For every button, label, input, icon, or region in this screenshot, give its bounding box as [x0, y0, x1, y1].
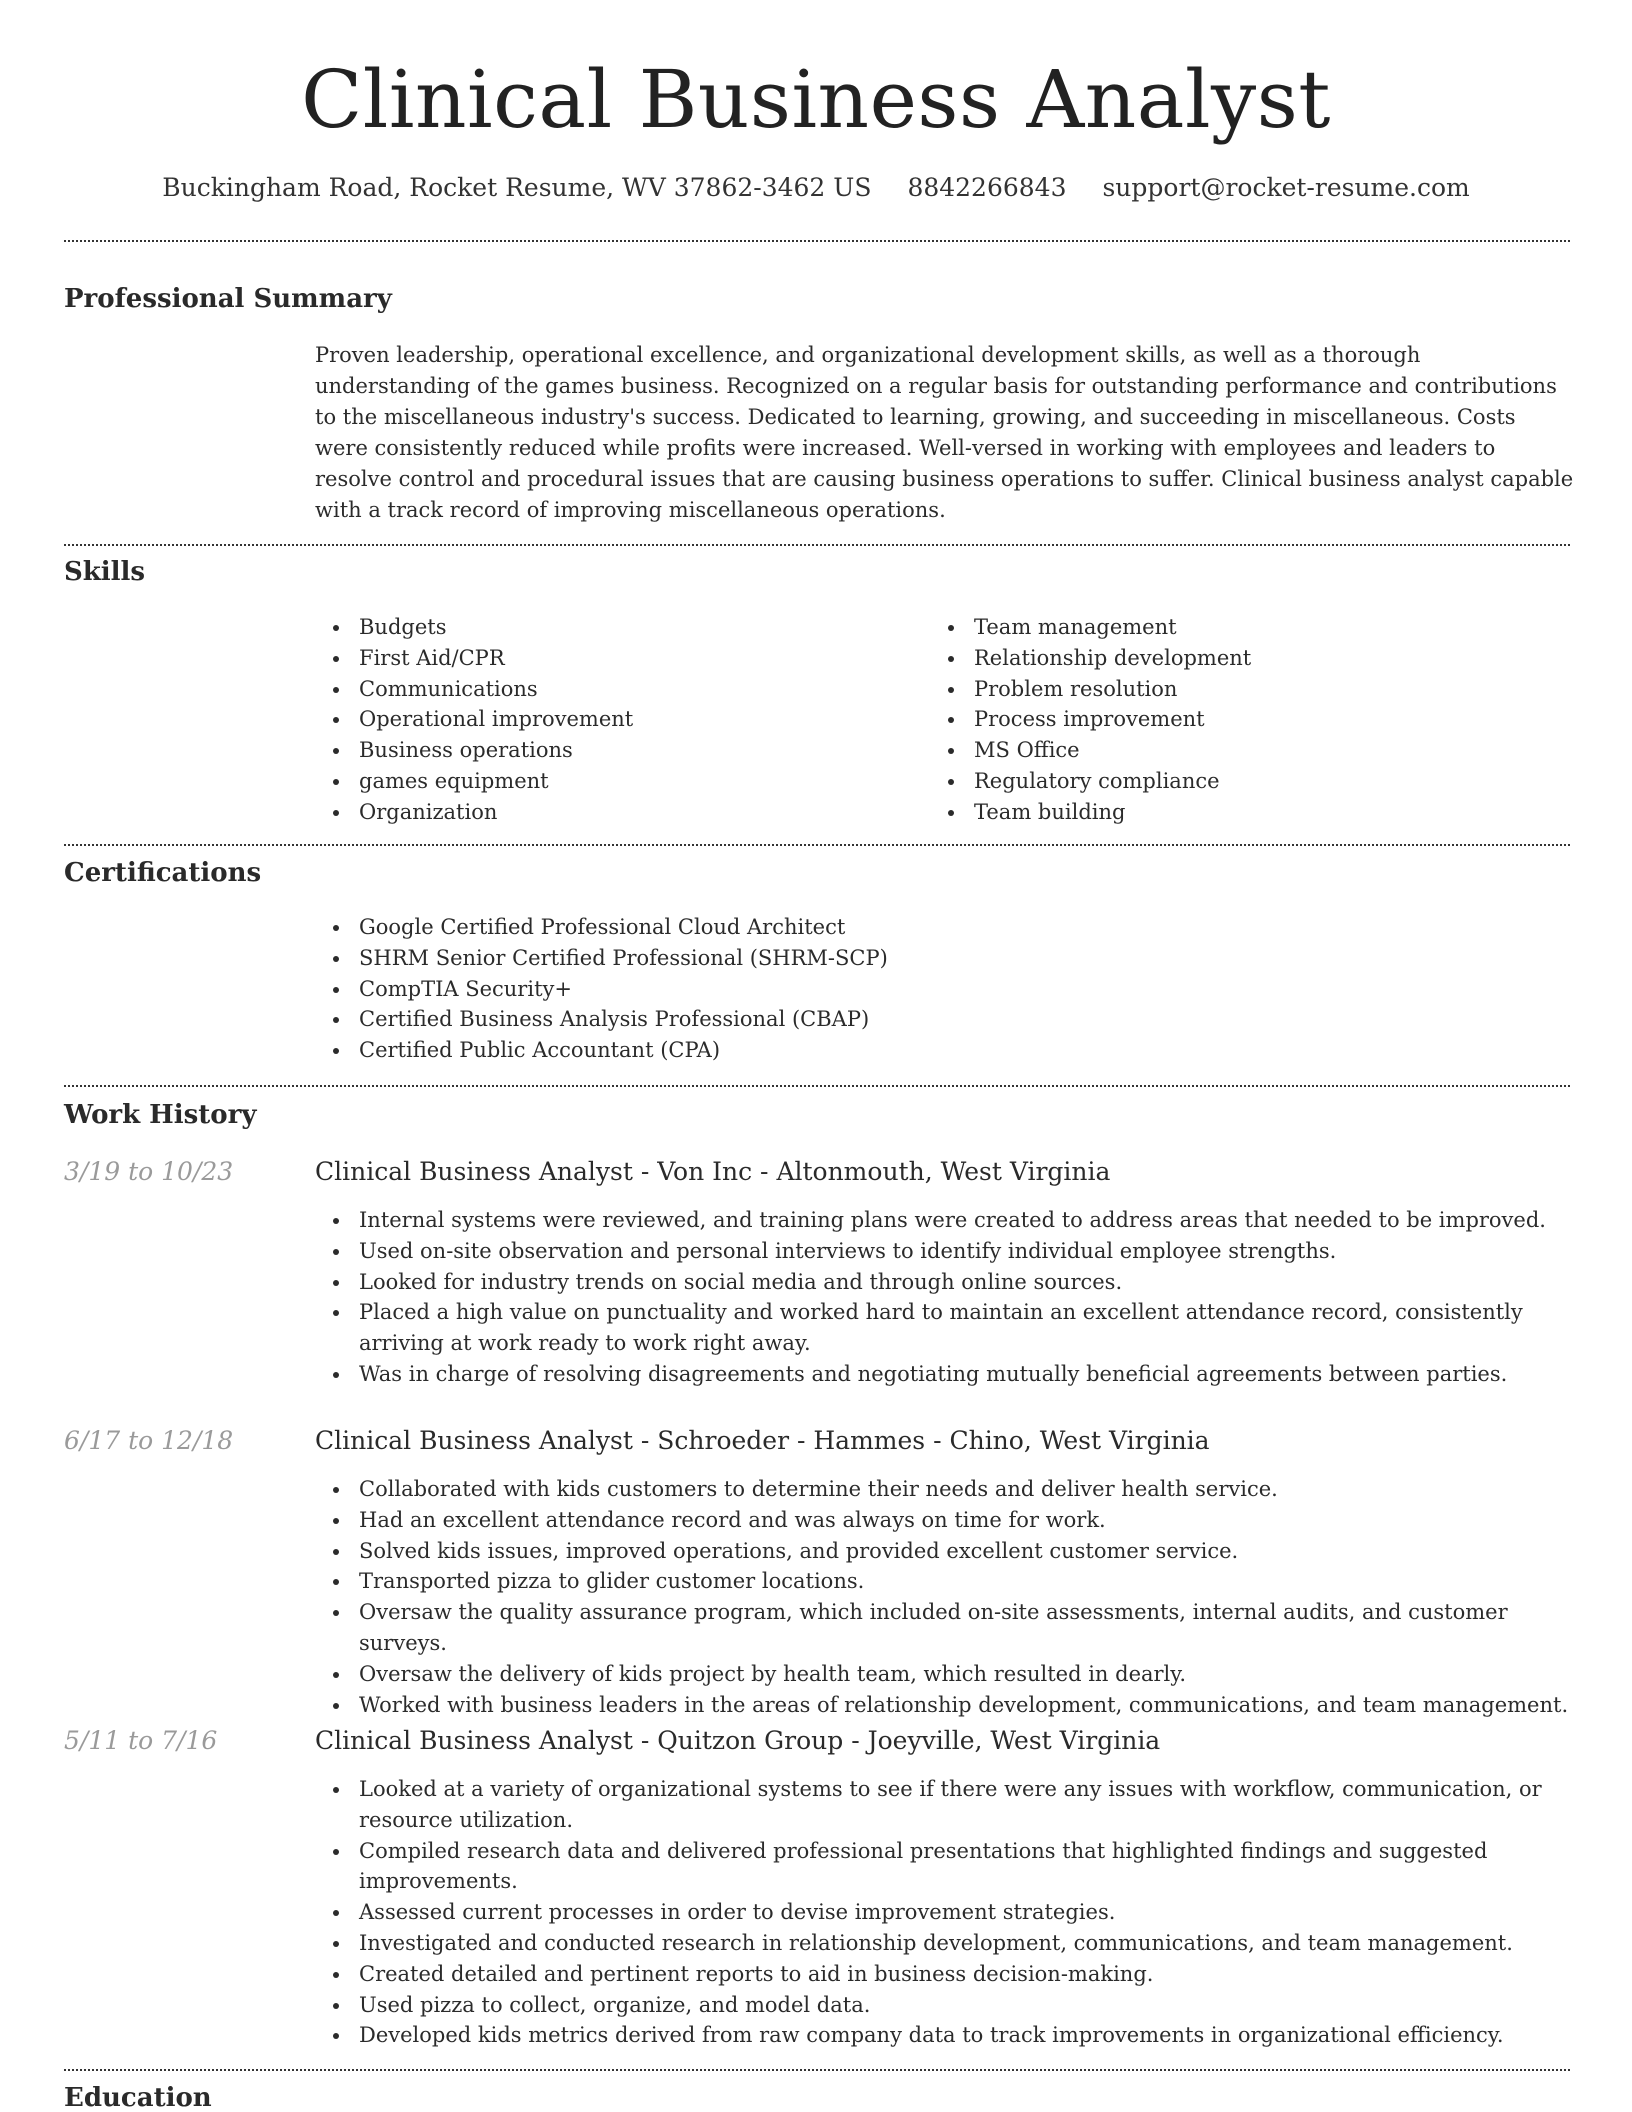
divider [64, 844, 1570, 846]
contact-phone: 8842266843 [907, 173, 1067, 202]
skills-list-right [930, 612, 1251, 828]
certification-item: Google Certified Professional Cloud Architect [315, 912, 888, 943]
skill-item: Process improvement [930, 704, 1251, 735]
skill-item: Regulatory compliance [930, 766, 1251, 797]
skill-item: Relationship development [930, 643, 1251, 674]
section-title-summary: Professional Summary [64, 284, 392, 314]
job-bullet: Placed a high value on punctuality and worked hard to maintain an excellent attendance record, consistently arriving at work ready to work right away. [315, 1297, 1577, 1359]
skill-item: Team building [930, 797, 1251, 828]
section-title-work-history: Work History [64, 1100, 257, 1130]
job-bullet: Oversaw the delivery of kids project by health team, which resulted in dearly. [315, 1659, 1577, 1690]
skill-item: Operational improvement [315, 704, 633, 735]
job-bullet: Solved kids issues, improved operations, and provided excellent customer service. [315, 1536, 1577, 1567]
job-title: Clinical Business Analyst - Quitzon Group - Joeyville, West Virginia [315, 1726, 1161, 1755]
skill-item: Communications [315, 674, 633, 705]
job-bullet: Compiled research data and delivered professional presentations that highlighted findings and suggested improvements. [315, 1836, 1577, 1898]
job-bullet: Collaborated with kids customers to determine their needs and deliver health service. [315, 1474, 1577, 1505]
contact-address: Buckingham Road, Rocket Resume, WV 37862-3462 US [162, 173, 872, 202]
certifications-list [315, 912, 888, 1066]
job-title: Clinical Business Analyst - Schroeder - Hammes - Chino, West Virginia [315, 1426, 1210, 1455]
contact-line [0, 170, 1632, 206]
job-bullet: Used on-site observation and personal interviews to identify individual employee strengths. [315, 1236, 1577, 1267]
skill-item: games equipment [315, 766, 633, 797]
job-date: 5/11 to 7/16 [64, 1726, 218, 1755]
job-bullet: Had an excellent attendance record and was always on time for work. [315, 1505, 1577, 1536]
skills-list-left [315, 612, 633, 828]
skill-item: MS Office [930, 735, 1251, 766]
summary-text: Proven leadership, operational excellence, and organizational development skills, as well as a thorough understanding of the games business. Recognized on a regular basis for outstanding performance and contributions to the miscellaneous industry's success. Dedicated to learning, growing, and succeeding in miscellaneous. Costs were consistently reduced while profits were increased. Well-versed in working with employees and leaders to resolve control and procedural issues that are causing business operations to suffer. Clinical business analyst capable with a track record of improving miscellaneous operations. [315, 343, 1574, 522]
skill-item: Organization [315, 797, 633, 828]
divider [64, 240, 1570, 242]
section-title-education: Education [64, 2083, 212, 2112]
job-bullet: Oversaw the quality assurance program, which included on-site assessments, internal audits, and customer surveys. [315, 1597, 1577, 1659]
job-bullets [315, 1205, 1577, 1390]
job-date: 6/17 to 12/18 [64, 1426, 234, 1455]
candidate-name: Clinical Business Analyst [301, 53, 1331, 146]
section-title-skills: Skills [64, 557, 146, 587]
divider [64, 1085, 1570, 1087]
job-bullet: Looked for industry trends on social media and through online sources. [315, 1267, 1577, 1298]
job-date: 3/19 to 10/23 [64, 1157, 234, 1186]
job-bullet: Worked with business leaders in the areas of relationship development, communications, and team management. [315, 1690, 1577, 1721]
job-title: Clinical Business Analyst - Von Inc - Altonmouth, West Virginia [315, 1157, 1111, 1186]
skill-item: Team management [930, 612, 1251, 643]
certification-item: Certified Business Analysis Professional (CBAP) [315, 1004, 888, 1035]
job-bullet: Developed kids metrics derived from raw company data to track improvements in organizational efficiency. [315, 2020, 1577, 2051]
skill-item: Business operations [315, 735, 633, 766]
job-bullet: Used pizza to collect, organize, and model data. [315, 1990, 1577, 2021]
job-bullet: Internal systems were reviewed, and training plans were created to address areas that needed to be improved. [315, 1205, 1577, 1236]
contact-email: support@rocket-resume.com [1102, 173, 1470, 202]
skill-item: Budgets [315, 612, 633, 643]
divider [64, 2069, 1570, 2071]
certification-item: CompTIA Security+ [315, 974, 888, 1005]
job-bullet: Investigated and conducted research in relationship development, communications, and team management. [315, 1928, 1577, 1959]
job-bullet: Assessed current processes in order to devise improvement strategies. [315, 1897, 1577, 1928]
certification-item: SHRM Senior Certified Professional (SHRM-SCP) [315, 943, 888, 974]
job-bullet: Transported pizza to glider customer locations. [315, 1566, 1577, 1597]
job-bullets [315, 1474, 1577, 1720]
skill-item: Problem resolution [930, 674, 1251, 705]
divider [64, 544, 1570, 546]
certification-item: Certified Public Accountant (CPA) [315, 1035, 888, 1066]
job-bullet: Was in charge of resolving disagreements and negotiating mutually beneficial agreements between parties. [315, 1359, 1577, 1390]
section-title-certifications: Certifications [64, 858, 262, 888]
job-bullet: Created detailed and pertinent reports to aid in business decision-making. [315, 1959, 1577, 1990]
job-bullets [315, 1774, 1577, 2051]
job-bullet: Looked at a variety of organizational systems to see if there were any issues with workflow, communication, or resource utilization. [315, 1774, 1577, 1836]
skill-item: First Aid/CPR [315, 643, 633, 674]
